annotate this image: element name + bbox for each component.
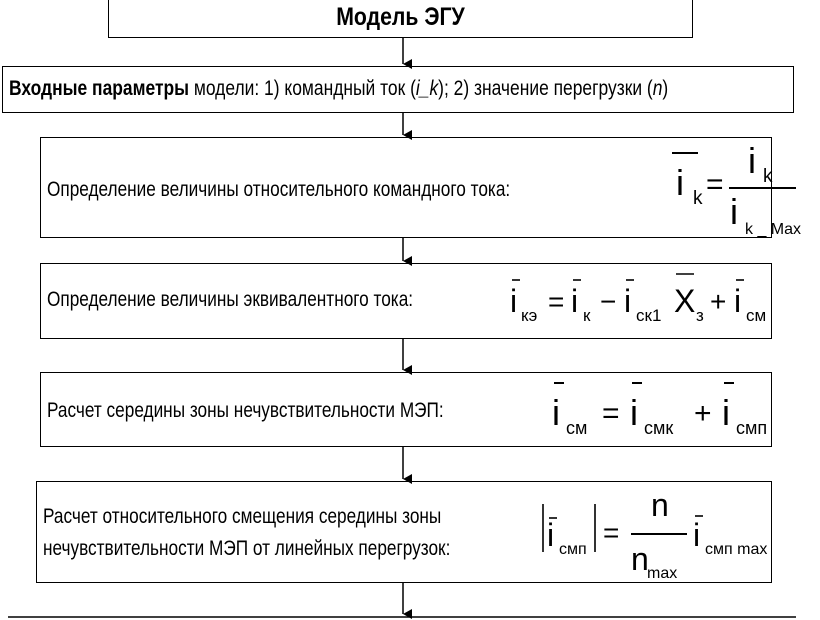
formula-lhs-sub: смп [559,541,587,558]
formula-term1: i [552,392,560,433]
formula-numerator-sub: k [763,166,773,187]
formula-term2-sub: смк [644,418,674,438]
step-relative-offset-label-line2: нечувствительности МЭП от линейных перегрузок: [43,537,451,560]
formula-equals: = [706,168,724,201]
formula-equals: = [548,286,565,317]
formula-term3: i [624,283,632,319]
formula-term5-sub: см [746,306,767,325]
formula-term4: X [674,283,696,319]
diagram-title: Модель ЭГУ [336,3,465,31]
formula-lhs: i [547,517,555,553]
input-command-current-symbol: i_k [415,77,439,100]
formula-denominator: n [631,541,649,577]
step-relative-command-current-label: Определение величины относительного командного тока: [47,178,511,201]
formula-plus: + [710,286,727,317]
input-parameters-heading: Входные параметры [9,77,190,100]
formula-denominator: i [730,191,738,232]
formula-term1: i [510,283,518,319]
formula-denominator-sub: max [647,565,678,582]
formula-numerator: n [651,487,669,523]
formula-term4-sub: з [696,306,704,325]
formula-equals: = [602,397,620,430]
formula-term2-sub: к [583,306,591,325]
formula-plus: + [694,397,712,430]
formula-term2: i [571,283,579,319]
step-equivalent-current-label: Определение величины эквивалентного тока: [47,288,414,311]
formula-term3-sub: ск1 [636,306,662,325]
formula-term3: i [722,392,730,433]
formula-rhs-sub: смп max [705,541,768,558]
step-deadzone-center-label: Расчет середины зоны нечувствительности МЭП: [47,399,444,422]
formula-rhs: i [693,517,701,553]
input-text-part2: ); 2) значение перегрузки ( [438,77,653,100]
formula-lhs: i [676,162,684,203]
formula-term3-sub: смп [736,418,768,438]
formula-term5: i [734,283,742,319]
formula-term1-sub: кэ [521,306,538,325]
formula-numerator: i [748,140,756,181]
step-relative-offset-label-line1: Расчет относительного смещения середины зоны [43,505,442,528]
formula-denominator-sub: k _ Max [745,221,802,238]
input-text-part1: модели: 1) командный ток ( [189,77,416,100]
formula-term1-sub: см [566,418,588,438]
formula-equals: = [603,517,620,548]
formula-minus: − [600,286,617,317]
formula-term2: i [630,392,638,433]
formula-lhs-sub: k [693,188,703,209]
input-text-part3: ) [662,77,669,100]
input-overload-symbol: n [652,77,663,100]
